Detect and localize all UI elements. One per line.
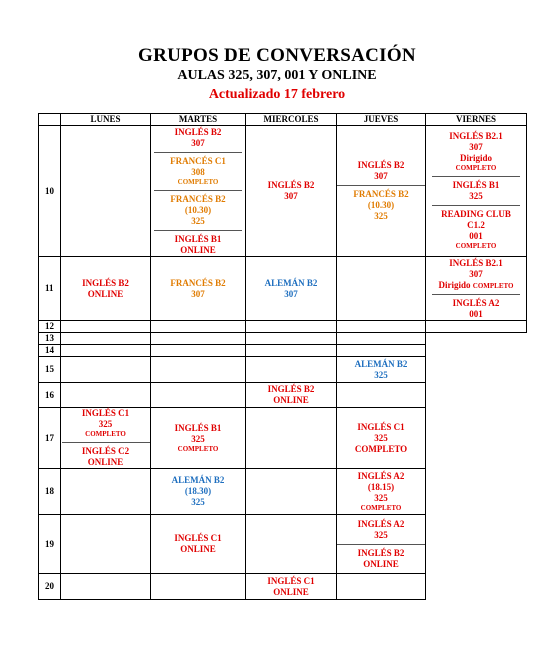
- group-name: INGLÉS B2: [82, 277, 129, 288]
- group-name: INGLÉS B2.1: [449, 131, 503, 141]
- cell-empty: [246, 357, 337, 383]
- cell-h19-jueves: [337, 515, 426, 574]
- table-row: [39, 345, 527, 357]
- cell-empty: [61, 515, 151, 574]
- cell-h11-lunes: [61, 257, 151, 321]
- day-header-lunes: LUNES: [61, 114, 151, 126]
- group-detail: ONLINE: [87, 288, 124, 299]
- group-detail: (18.30): [184, 486, 212, 496]
- group-entry: [337, 359, 425, 381]
- update-date: Actualizado 17 febrero: [208, 87, 346, 102]
- group-name: INGLÉS B2: [267, 180, 315, 190]
- cell-h17-lunes: [61, 408, 151, 469]
- group-entry: [337, 189, 425, 222]
- group-detail: 325: [374, 529, 388, 540]
- group-name: INGLÉS B2.1: [449, 257, 503, 268]
- group-detail: ONLINE: [180, 544, 216, 554]
- schedule-table: [38, 113, 527, 600]
- group-entry: [337, 471, 425, 513]
- cell-empty: [246, 469, 337, 515]
- group-name: FRANCÉS C1: [170, 155, 226, 166]
- day-header-martes: MARTES: [151, 114, 246, 126]
- group-entry: [151, 194, 245, 227]
- cell-empty: [61, 321, 151, 333]
- cell-h11-martes: [151, 257, 246, 321]
- hour-cell: 13: [39, 333, 61, 345]
- hour-cell: 16: [39, 383, 61, 408]
- group-name: INGLÉS C1: [357, 421, 405, 432]
- cell-blank: [426, 515, 527, 574]
- cell-blank: [426, 469, 527, 515]
- group-detail: ONLINE: [273, 395, 309, 405]
- completo-badge: COMPLETO: [455, 242, 497, 250]
- group-detail: 325: [191, 215, 205, 226]
- cell-h15-jueves: [337, 357, 426, 383]
- group-detail: 325: [98, 419, 113, 429]
- group-detail: ONLINE: [363, 558, 399, 569]
- group-name: INGLÉS B2: [357, 160, 405, 170]
- cell-blank: [426, 383, 527, 408]
- table-row: [39, 515, 527, 574]
- group-detail: 325: [191, 497, 205, 507]
- group-entry: [426, 258, 526, 291]
- corner-cell: [39, 114, 61, 126]
- table-row: [39, 357, 527, 383]
- group-name: INGLÉS B1: [452, 180, 500, 190]
- completo-badge: COMPLETO: [85, 430, 126, 438]
- cell-blank: [426, 574, 527, 600]
- cell-empty: [246, 345, 337, 357]
- cell-empty: [61, 333, 151, 345]
- entry-divider: [432, 176, 520, 177]
- group-detail: Dirigido COMPLETO: [438, 279, 514, 290]
- cell-h10-miercoles: [246, 126, 337, 257]
- day-header-jueves: JUEVES: [337, 114, 426, 126]
- hour-cell: 19: [39, 515, 61, 574]
- group-entry: [151, 423, 245, 454]
- group-entry: [246, 180, 336, 202]
- group-detail: ONLINE: [273, 586, 309, 597]
- group-detail: (10.30): [367, 200, 395, 210]
- table-row: [39, 383, 527, 408]
- cell-empty: [151, 383, 246, 408]
- group-detail: C1.2: [467, 220, 485, 230]
- cell-blank: [426, 345, 527, 357]
- group-entry: [337, 160, 425, 182]
- group-entry: [151, 127, 245, 149]
- group-name: INGLÉS B2: [267, 384, 315, 394]
- hour-cell: 20: [39, 574, 61, 600]
- group-detail: (18.15): [367, 481, 395, 492]
- completo-badge: COMPLETO: [360, 503, 402, 512]
- group-entry: [151, 533, 245, 555]
- group-name: INGLÉS B2: [357, 547, 405, 558]
- table-row: [39, 333, 527, 345]
- hour-cell: 15: [39, 357, 61, 383]
- cell-empty: [151, 357, 246, 383]
- cell-h10-lunes: [61, 126, 151, 257]
- group-name: FRANCÉS B2: [170, 277, 226, 288]
- cell-h18-jueves: [337, 469, 426, 515]
- cell-empty: [337, 321, 426, 333]
- group-detail: 325: [374, 211, 388, 221]
- group-name: INGLÉS C2: [81, 446, 130, 456]
- group-name: INGLÉS C1: [81, 408, 130, 418]
- group-detail: 307: [284, 191, 298, 201]
- group-entry: [426, 209, 526, 251]
- entry-divider: [154, 190, 242, 191]
- group-entry: [246, 278, 336, 300]
- hour-cell: 12: [39, 321, 61, 333]
- group-entry: [246, 384, 336, 406]
- cell-empty: [151, 574, 246, 600]
- group-entry: [151, 475, 245, 508]
- cell-empty: [337, 333, 426, 345]
- group-detail: 307: [284, 288, 298, 299]
- group-detail: 307: [191, 288, 205, 299]
- table-row: [39, 126, 527, 257]
- cell-h11-viernes: [426, 257, 527, 321]
- day-header-miercoles: MIERCOLES: [246, 114, 337, 126]
- cell-empty: [246, 333, 337, 345]
- group-detail: 307: [469, 268, 483, 279]
- hour-cell: 18: [39, 469, 61, 515]
- cell-h16-miercoles: [246, 383, 337, 408]
- group-entry: [151, 278, 245, 300]
- cell-empty: [151, 345, 246, 357]
- cell-h19-martes: [151, 515, 246, 574]
- cell-h10-viernes: [426, 126, 527, 257]
- group-detail: 307: [469, 142, 483, 152]
- cell-blank: [426, 357, 527, 383]
- group-detail: 308: [191, 166, 205, 177]
- group-detail: 307: [374, 171, 388, 181]
- group-detail: 325: [374, 369, 388, 380]
- group-entry: [246, 576, 336, 598]
- group-detail: (10.30): [184, 204, 212, 215]
- cell-empty: [426, 321, 527, 333]
- group-name: ALEMÁN B2: [171, 475, 225, 485]
- group-name: INGLÉS A2: [357, 470, 405, 481]
- group-entry: [151, 156, 245, 187]
- group-entry: [61, 446, 150, 468]
- group-name: INGLÉS A2: [452, 297, 500, 308]
- group-entry: [426, 131, 526, 173]
- cell-empty: [61, 345, 151, 357]
- group-name: FRANCÉS B2: [170, 193, 226, 204]
- cell-empty: [61, 574, 151, 600]
- table-row: [39, 469, 527, 515]
- entry-divider: [337, 185, 425, 186]
- cell-h17-martes: [151, 408, 246, 469]
- group-detail: 001: [469, 308, 483, 319]
- group-name: ALEMÁN B2: [264, 277, 318, 288]
- cell-blank: [426, 333, 527, 345]
- group-detail: ONLINE: [180, 244, 216, 255]
- group-detail: ONLINE: [87, 457, 124, 467]
- cell-h10-jueves: [337, 126, 426, 257]
- entry-divider: [154, 152, 242, 153]
- group-name: INGLÉS B1: [174, 233, 222, 244]
- cell-h11-jueves: [337, 257, 426, 321]
- group-detail: 325: [469, 191, 483, 201]
- cell-empty: [151, 321, 246, 333]
- hour-cell: 14: [39, 345, 61, 357]
- group-detail: 325: [374, 432, 388, 443]
- group-entry: [151, 234, 245, 256]
- hour-cell: 10: [39, 126, 61, 257]
- entry-divider: [432, 205, 520, 206]
- group-detail: 325: [374, 492, 388, 503]
- group-detail: COMPLETO: [354, 443, 408, 454]
- cell-empty: [246, 408, 337, 469]
- completo-badge: COMPLETO: [177, 177, 219, 186]
- group-entry: [61, 278, 150, 300]
- cell-h10-martes: [151, 126, 246, 257]
- day-header-viernes: VIERNES: [426, 114, 527, 126]
- hour-cell: 11: [39, 257, 61, 321]
- table-row: [39, 408, 527, 469]
- group-entry: [61, 408, 150, 439]
- cell-empty: [61, 469, 151, 515]
- group-entry: [337, 548, 425, 570]
- cell-empty: [61, 383, 151, 408]
- cell-h18-martes: [151, 469, 246, 515]
- page-subtitle: AULAS 325, 307, 001 Y ONLINE: [177, 68, 377, 83]
- group-name: ALEMÁN B2: [354, 358, 408, 369]
- cell-empty: [151, 333, 246, 345]
- header-row: [39, 114, 527, 126]
- cell-empty: [337, 574, 426, 600]
- completo-badge: COMPLETO: [177, 444, 219, 453]
- cell-h20-miercoles: [246, 574, 337, 600]
- group-name: INGLÉS C1: [267, 575, 315, 586]
- entry-divider: [62, 442, 150, 443]
- group-name: INGLÉS B1: [174, 422, 222, 433]
- group-detail: 325: [191, 433, 205, 444]
- cell-empty: [246, 321, 337, 333]
- cell-empty: [337, 383, 426, 408]
- group-entry: [337, 422, 425, 455]
- completo-badge: COMPLETO: [455, 164, 497, 172]
- cell-empty: [61, 357, 151, 383]
- group-name: INGLÉS B2: [174, 126, 222, 137]
- cell-blank: [426, 408, 527, 469]
- group-name: FRANCÉS B2: [353, 189, 409, 199]
- cell-empty: [337, 345, 426, 357]
- cell-h11-miercoles: [246, 257, 337, 321]
- cell-h17-jueves: [337, 408, 426, 469]
- page-title: GRUPOS DE CONVERSACIÓN: [138, 45, 416, 66]
- group-name: INGLÉS A2: [357, 518, 405, 529]
- group-entry: [337, 519, 425, 541]
- table-row: [39, 257, 527, 321]
- table-row: [39, 321, 527, 333]
- group-name: INGLÉS C1: [174, 533, 222, 543]
- group-entry: [426, 180, 526, 202]
- entry-divider: [432, 294, 520, 295]
- group-detail: 307: [191, 137, 205, 148]
- table-row: [39, 574, 527, 600]
- hour-cell: 17: [39, 408, 61, 469]
- entry-divider: [154, 230, 242, 231]
- entry-divider: [337, 544, 425, 545]
- group-detail: Dirigido: [459, 153, 492, 163]
- group-detail: 001: [469, 231, 483, 241]
- cell-empty: [246, 515, 337, 574]
- group-name: READING CLUB: [441, 209, 511, 219]
- group-entry: [426, 298, 526, 320]
